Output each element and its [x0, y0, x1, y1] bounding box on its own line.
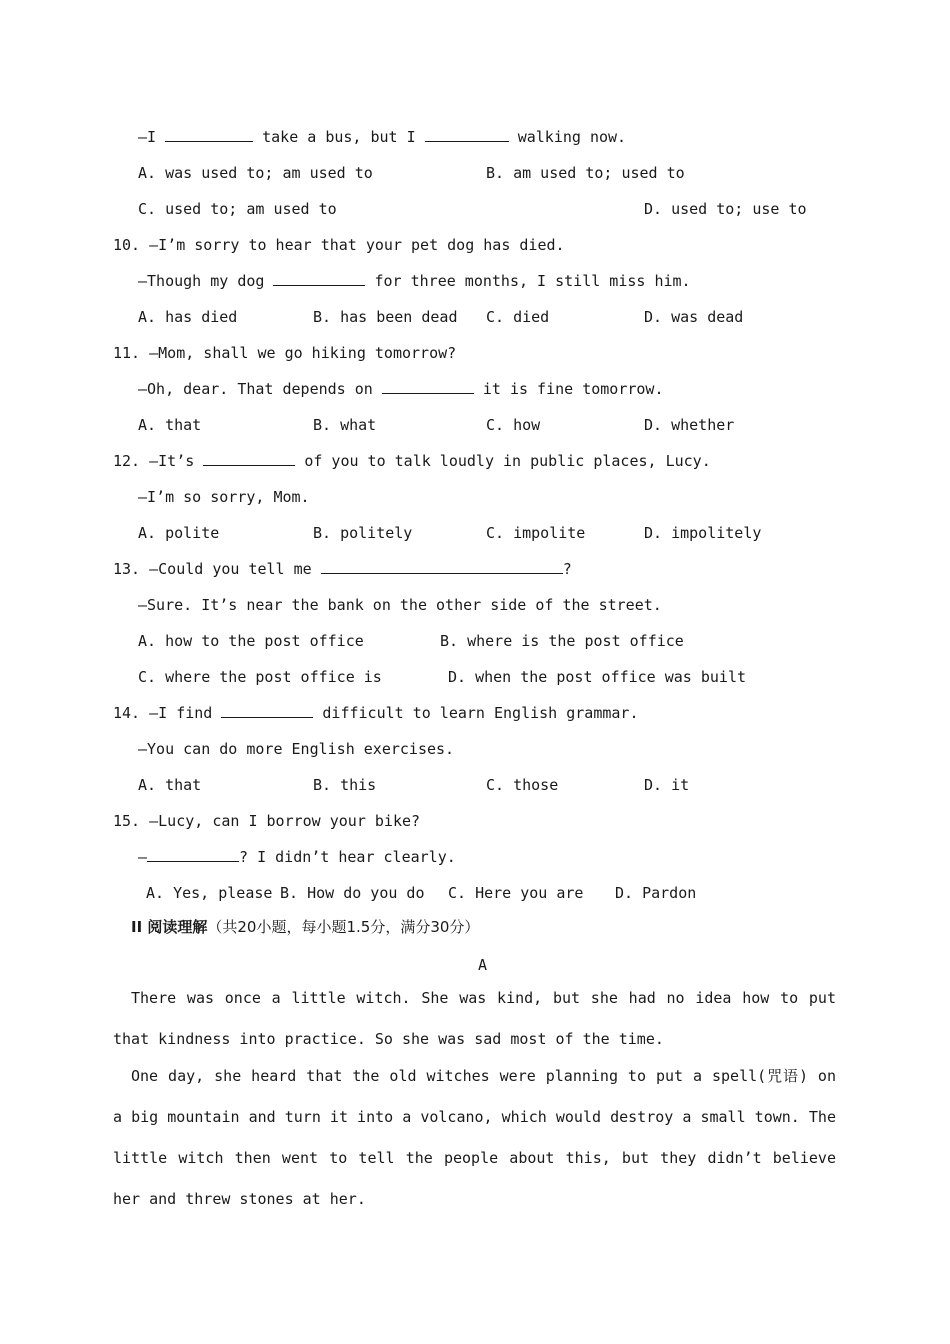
q13-option-c: C. where the post office is: [138, 668, 382, 686]
q15-prompt-a: —: [138, 848, 148, 866]
q15-prompt-b: ? I didn’t hear clearly.: [239, 848, 456, 866]
q13-option-d: D. when the post office was built: [448, 668, 747, 686]
q12-option-b: B. politely: [313, 524, 413, 542]
q13-option-a: A. how to the post office: [138, 632, 364, 650]
q14-prompt-a: 14. —I find: [113, 704, 213, 722]
q14-option-d: D. it: [644, 776, 690, 794]
q11-prompt-a: —Oh, dear. That depends on: [138, 380, 373, 398]
q15-option-c: C. Here you are: [448, 884, 584, 902]
q15-prompt: [138, 847, 456, 867]
q9-prompt: [138, 127, 626, 147]
q13-prompt-b: ?: [562, 560, 572, 578]
q10-prompt: [138, 271, 691, 291]
q11-prompt: [138, 379, 664, 399]
section-title: II 阅读理解: [131, 918, 208, 936]
q15-option-b: B. How do you do: [280, 884, 425, 902]
q14-blank: [221, 703, 313, 718]
q15-blank: [147, 847, 239, 862]
q12-option-a: A. polite: [138, 524, 220, 542]
q11-option-d: D. whether: [644, 416, 735, 434]
q11-option-a: A. that: [138, 416, 202, 434]
q14-line2: —You can do more English exercises.: [138, 740, 455, 758]
q9-blank-2: [425, 127, 509, 142]
q11-option-b: B. what: [313, 416, 377, 434]
q12-prompt: [113, 451, 711, 471]
q9-prompt-a: —I: [138, 128, 157, 146]
q15-line1: 15. —Lucy, can I borrow your bike?: [113, 812, 421, 830]
q15-option-a: A. Yes, please: [146, 884, 273, 902]
q10-prompt-b: for three months, I still miss him.: [374, 272, 691, 290]
q13-blank: [321, 559, 563, 574]
q9-option-c: C. used to; am used to: [138, 200, 337, 218]
q10-option-d: D. was dead: [644, 308, 744, 326]
q9-option-b: B. am used to; used to: [486, 164, 685, 182]
q9-prompt-b: take a bus, but I: [262, 128, 416, 146]
q10-blank: [273, 271, 365, 286]
q14-prompt-b: difficult to learn English grammar.: [322, 704, 639, 722]
q14-prompt: [113, 703, 638, 723]
section-subtitle: （共20小题，每小题1.5分，满分30分）: [207, 918, 480, 936]
q9-blank-1: [165, 127, 253, 142]
q10-option-c: C. died: [486, 308, 550, 326]
q10-option-b: B. has been dead: [313, 308, 458, 326]
q9-option-a: A. was used to; am used to: [138, 164, 373, 182]
q11-line1: 11. —Mom, shall we go hiking tomorrow?: [113, 344, 457, 362]
q11-option-c: C. how: [486, 416, 541, 434]
q13-prompt: [113, 559, 572, 579]
q9-option-d: D. used to; use to: [644, 200, 807, 218]
q14-option-b: B. this: [313, 776, 377, 794]
q11-prompt-b: it is fine tomorrow.: [482, 380, 664, 398]
section-heading: [131, 917, 479, 937]
q14-option-a: A. that: [138, 776, 202, 794]
q12-line2: —I’m so sorry, Mom.: [138, 488, 310, 506]
q12-prompt-b: of you to talk loudly in public places, Lucy.: [304, 452, 711, 470]
q10-line1: 10. —I’m sorry to hear that your pet dog has died.: [113, 236, 565, 254]
q14-option-c: C. those: [486, 776, 559, 794]
q11-blank: [382, 379, 474, 394]
q12-option-c: C. impolite: [486, 524, 586, 542]
passage-paragraph-2: One day, she heard that the old witches were planning to put a spell(咒语) on a big mountain and turn it into a volcano, which would destroy a small town. The little witch then went to tell the people about this, but they didn’t believe her and threw stones at her.: [113, 1067, 836, 1208]
q12-prompt-a: 12. —It’s: [113, 452, 195, 470]
q9-prompt-c: walking now.: [517, 128, 627, 146]
q13-line2: —Sure. It’s near the bank on the other side of the street.: [138, 596, 662, 614]
q15-option-d: D. Pardon: [615, 884, 697, 902]
q10-option-a: A. has died: [138, 308, 238, 326]
q12-blank: [203, 451, 295, 466]
q13-option-b: B. where is the post office: [440, 632, 684, 650]
passage-paragraph-1: There was once a little witch. She was kind, but she had no idea how to put that kindness into practice. So she was sad most of the time.: [113, 989, 836, 1048]
q12-option-d: D. impolitely: [644, 524, 762, 542]
q13-prompt-a: 13. —Could you tell me: [113, 560, 312, 578]
passage-label: A: [478, 956, 488, 974]
q10-prompt-a: —Though my dog: [138, 272, 265, 290]
